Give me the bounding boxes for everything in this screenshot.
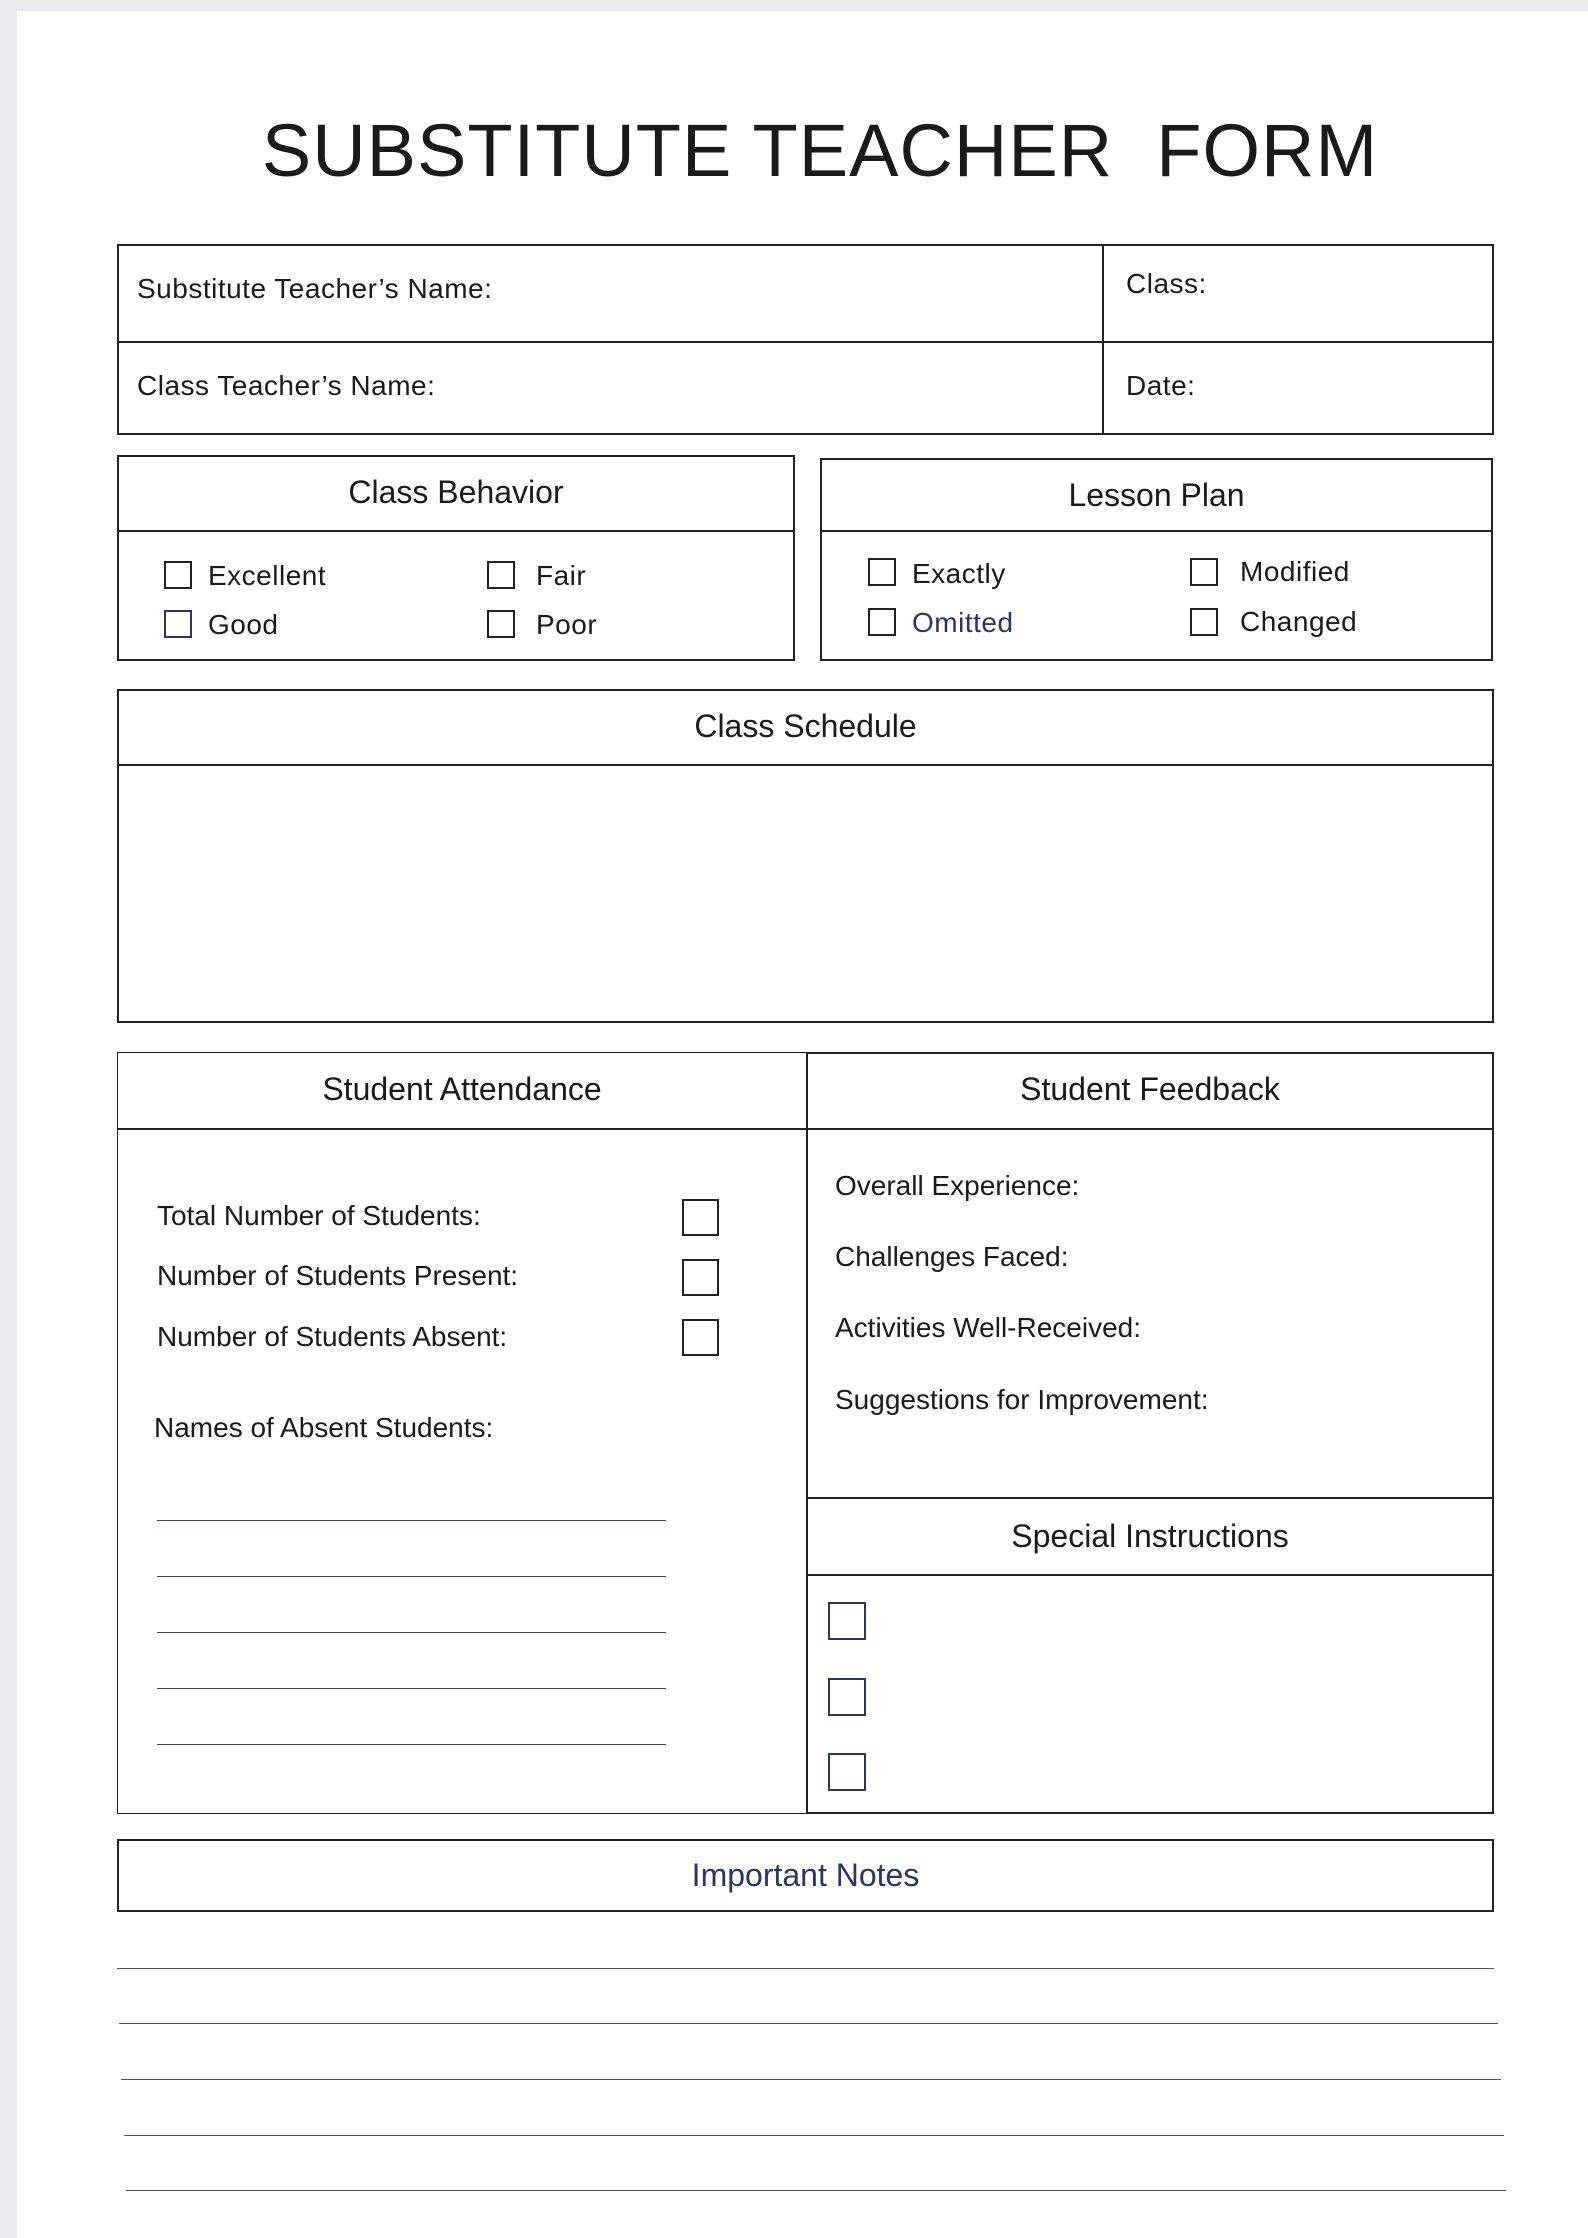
option-label: Omitted <box>912 607 1014 638</box>
present-students-box[interactable] <box>682 1259 719 1296</box>
lesson-plan-title: Lesson Plan <box>1068 477 1245 513</box>
class-behavior-title: Class Behavior <box>348 474 564 510</box>
divider <box>806 1574 1494 1576</box>
checkbox-exactly[interactable] <box>868 558 896 586</box>
absent-students-box[interactable] <box>682 1319 719 1356</box>
absent-name-line[interactable] <box>157 1688 666 1689</box>
divider <box>117 1128 807 1130</box>
checkbox-excellent[interactable] <box>164 561 192 589</box>
total-students-box[interactable] <box>682 1199 719 1236</box>
absent-names-label: Names of Absent Students: <box>154 1412 494 1443</box>
option-label: Exactly <box>912 558 1006 589</box>
checkbox-omitted[interactable] <box>868 608 896 636</box>
feedback-challenges-faced[interactable]: Challenges Faced: <box>835 1241 1069 1272</box>
notes-line[interactable] <box>119 2023 1498 2024</box>
special-instruction-checkbox[interactable] <box>828 1602 866 1640</box>
class-field[interactable]: Class: <box>1126 268 1207 299</box>
divider <box>117 530 795 532</box>
special-instruction-checkbox[interactable] <box>828 1753 866 1791</box>
special-instructions-title: Special Instructions <box>1011 1518 1289 1554</box>
class-schedule-title: Class Schedule <box>694 708 917 744</box>
absent-name-line[interactable] <box>157 1632 666 1633</box>
important-notes-title: Important Notes <box>691 1857 920 1893</box>
divider <box>806 1128 1494 1130</box>
divider <box>117 341 1494 343</box>
total-students-label: Total Number of Students: <box>157 1200 481 1231</box>
absent-name-line[interactable] <box>157 1744 666 1745</box>
special-instruction-checkbox[interactable] <box>828 1678 866 1716</box>
divider <box>117 764 1494 766</box>
option-label: Excellent <box>208 560 327 591</box>
student-attendance-title: Student Attendance <box>322 1071 602 1107</box>
notes-line[interactable] <box>117 1968 1494 1969</box>
divider <box>806 1497 1494 1499</box>
option-label: Good <box>208 609 279 640</box>
checkbox-modified[interactable] <box>1190 558 1218 586</box>
option-label: Poor <box>536 609 598 640</box>
notes-line[interactable] <box>124 2135 1504 2136</box>
absent-students-label: Number of Students Absent: <box>157 1321 508 1352</box>
option-label: Fair <box>536 560 587 591</box>
checkbox-poor[interactable] <box>487 610 515 638</box>
absent-name-line[interactable] <box>157 1520 666 1521</box>
notes-line[interactable] <box>121 2079 1501 2080</box>
option-label: Changed <box>1240 606 1358 637</box>
feedback-overall-experience[interactable]: Overall Experience: <box>835 1170 1080 1201</box>
absent-name-line[interactable] <box>157 1576 666 1577</box>
substitute-name-field[interactable]: Substitute Teacher’s Name: <box>137 273 493 304</box>
divider <box>820 530 1493 532</box>
divider <box>1102 244 1104 435</box>
notes-line[interactable] <box>126 2190 1506 2191</box>
checkbox-changed[interactable] <box>1190 608 1218 636</box>
student-feedback-title: Student Feedback <box>1020 1071 1280 1107</box>
option-label: Modified <box>1240 556 1350 587</box>
date-field[interactable]: Date: <box>1126 370 1196 401</box>
class-schedule-area[interactable] <box>120 767 1491 1021</box>
checkbox-fair[interactable] <box>487 561 515 589</box>
student-feedback-section <box>806 1052 1494 1814</box>
page-title: SUBSTITUTE TEACHER FORM <box>261 109 1379 192</box>
feedback-suggestions[interactable]: Suggestions for Improvement: <box>835 1384 1209 1415</box>
checkbox-good[interactable] <box>164 610 192 638</box>
class-teacher-name-field[interactable]: Class Teacher’s Name: <box>137 370 436 401</box>
present-students-label: Number of Students Present: <box>157 1260 519 1291</box>
feedback-activities-well-received[interactable]: Activities Well-Received: <box>835 1312 1142 1343</box>
